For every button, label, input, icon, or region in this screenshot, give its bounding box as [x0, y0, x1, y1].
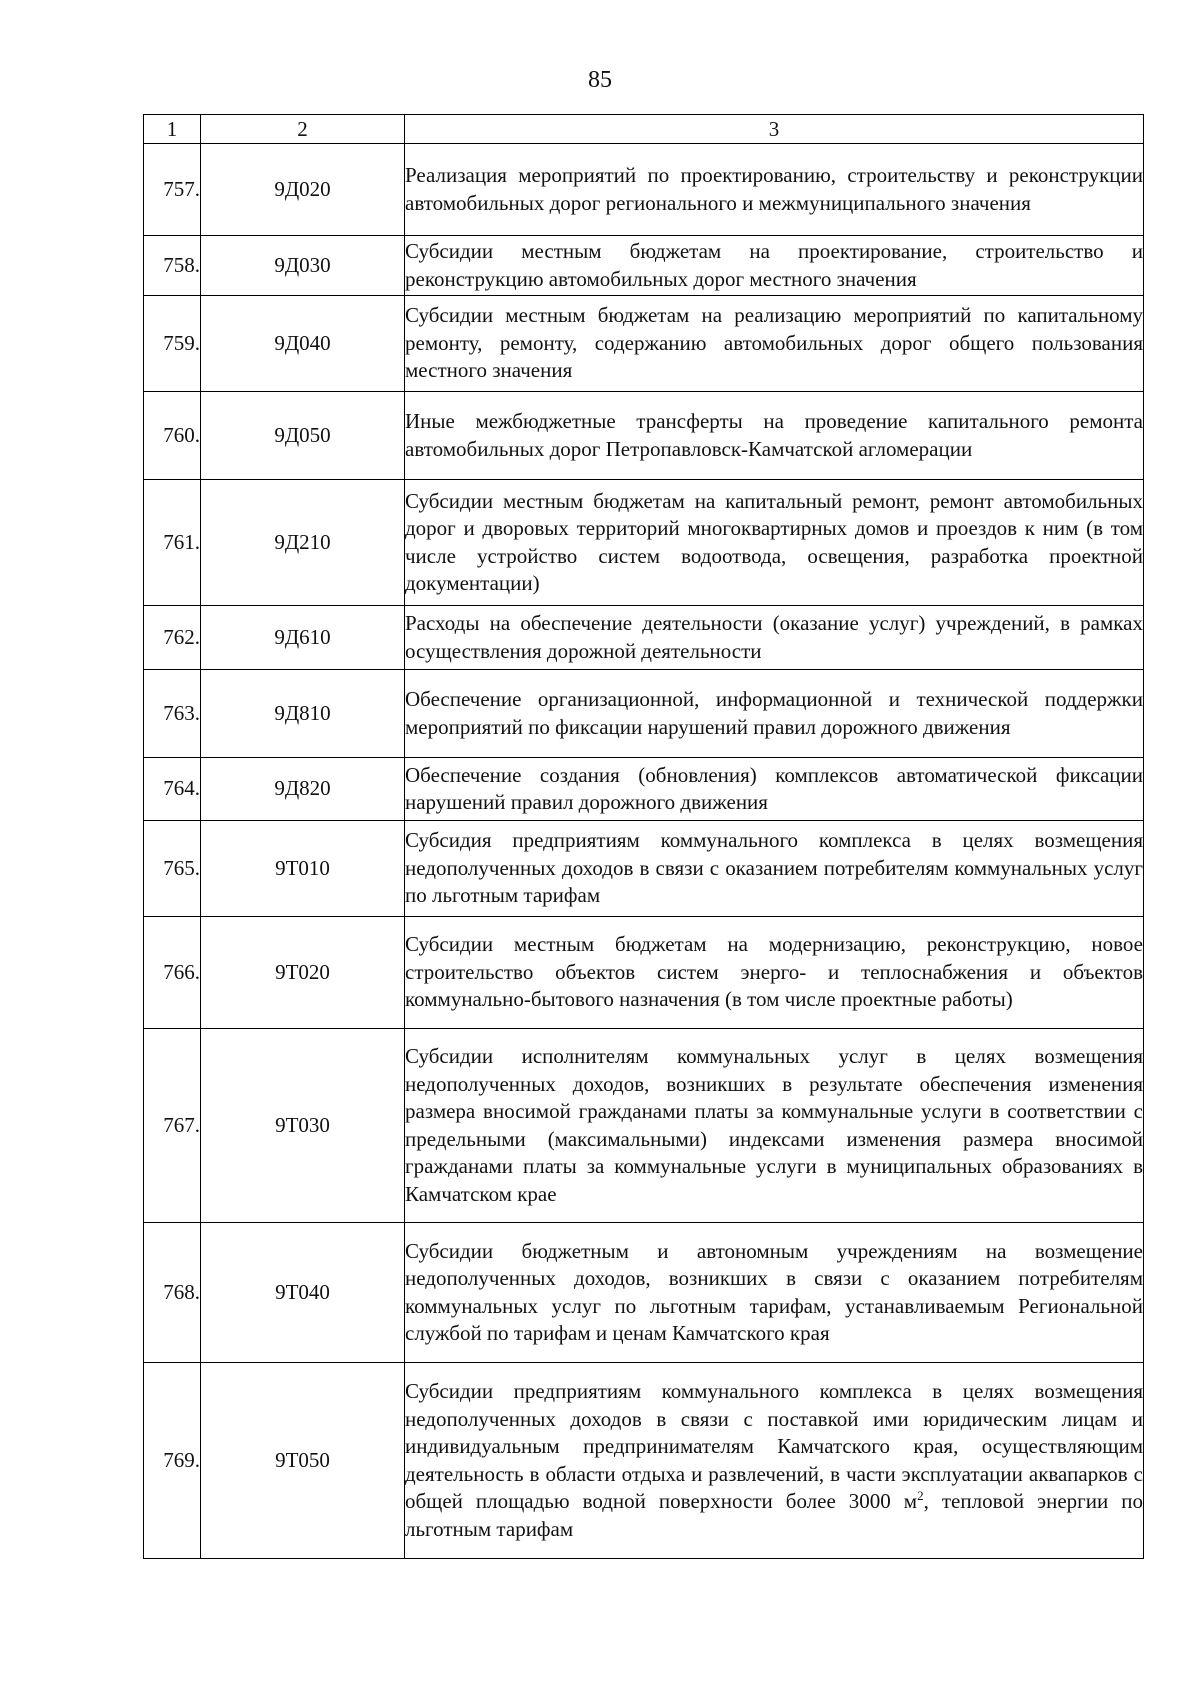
row-code: 9Д040	[201, 296, 405, 392]
row-description: Обеспечение организационной, информационной и технической поддержки мероприятий по фиксации нарушений правил дорожного движения	[405, 670, 1144, 758]
budget-classification-table	[143, 114, 1144, 1559]
row-number: 767.	[144, 1029, 201, 1223]
row-description: Реализация мероприятий по проектированию, строительству и реконструкции автомобильных дорог регионального и межмуниципального значения	[405, 144, 1144, 236]
table-row	[144, 392, 1144, 480]
table-row	[144, 1029, 1144, 1223]
table-row	[144, 917, 1144, 1029]
row-number: 761.	[144, 480, 201, 606]
column-header-3: 3	[405, 115, 1144, 144]
row-number: 769.	[144, 1363, 201, 1559]
table-row	[144, 236, 1144, 296]
table-row	[144, 758, 1144, 821]
table-row	[144, 144, 1144, 236]
row-description: Субсидия предприятиям коммунального комплекса в целях возмещения недополученных доходов в связи с оказанием потребителям коммунальных услуг по льготным тарифам	[405, 821, 1144, 917]
row-number: 764.	[144, 758, 201, 821]
row-number: 762.	[144, 606, 201, 670]
row-code: 9Д820	[201, 758, 405, 821]
row-description: Субсидии исполнителям коммунальных услуг в целях возмещения недополученных доходов, возникших в результате обеспечения изменения размера вносимой гражданами платы за коммунальные услуги в соответствии с предельными (максимальными) индексами изменения размера вносимой гражданами платы за коммунальные услуги в муниципальных образованиях в Камчатском крае	[405, 1029, 1144, 1223]
table-row	[144, 296, 1144, 392]
table-header-row	[144, 115, 1144, 144]
row-description: Иные межбюджетные трансферты на проведение капитального ремонта автомобильных дорог Петропавловск-Камчатской агломерации	[405, 392, 1144, 480]
row-code: 9Д050	[201, 392, 405, 480]
row-number: 765.	[144, 821, 201, 917]
row-description: Субсидии местным бюджетам на капитальный ремонт, ремонт автомобильных дорог и дворовых территорий многоквартирных домов и проездов к ним (в том числе устройство систем водоотвода, освещения, разработка проектной документации)	[405, 480, 1144, 606]
row-number: 757.	[144, 144, 201, 236]
row-code: 9Т030	[201, 1029, 405, 1223]
row-number: 759.	[144, 296, 201, 392]
row-number: 763.	[144, 670, 201, 758]
row-description: Субсидии местным бюджетам на реализацию мероприятий по капитальному ремонту, ремонту, содержанию автомобильных дорог общего пользования местного значения	[405, 296, 1144, 392]
row-description-text: Субсидии предприятиям коммунального комплекса в целях возмещения недополученных доходов в связи с поставкой ими юридическим лицам и индивидуальным предпринимателям Камчатского края, осуществляющим деятельность в области отдыха и развлечений, в части эксплуатации аквапарков с общей площадью водной поверхности более 3000 м	[405, 1379, 1143, 1513]
row-code: 9Т010	[201, 821, 405, 917]
page-number: 85	[588, 67, 612, 93]
table-row	[144, 480, 1144, 606]
column-header-1: 1	[144, 115, 201, 144]
row-number: 758.	[144, 236, 201, 296]
row-description: Субсидии местным бюджетам на проектирование, строительство и реконструкцию автомобильных дорог местного значения	[405, 236, 1144, 296]
row-code: 9Д610	[201, 606, 405, 670]
superscript-exponent: 2	[917, 1488, 924, 1503]
row-description-tail: , тепловой энергии по льготным тарифам	[405, 1489, 1143, 1541]
row-code: 9Д210	[201, 480, 405, 606]
row-number: 760.	[144, 392, 201, 480]
row-description: Субсидии местным бюджетам на модернизацию, реконструкцию, новое строительство объектов систем энерго- и теплоснабжения и объектов коммунально-бытового назначения (в том числе проектные работы)	[405, 917, 1144, 1029]
table-row	[144, 1363, 1144, 1559]
row-description: Обеспечение создания (обновления) комплексов автоматической фиксации нарушений правил дорожного движения	[405, 758, 1144, 821]
row-code: 9Т040	[201, 1223, 405, 1363]
row-code: 9Т020	[201, 917, 405, 1029]
table-row	[144, 1223, 1144, 1363]
row-code: 9Д030	[201, 236, 405, 296]
row-code: 9Д810	[201, 670, 405, 758]
column-header-2: 2	[201, 115, 405, 144]
row-code: 9Т050	[201, 1363, 405, 1559]
row-description: Расходы на обеспечение деятельности (оказание услуг) учреждений, в рамках осуществления дорожной деятельности	[405, 606, 1144, 670]
table-row	[144, 821, 1144, 917]
table-row	[144, 606, 1144, 670]
row-number: 768.	[144, 1223, 201, 1363]
table-row	[144, 670, 1144, 758]
row-description: Субсидии бюджетным и автономным учреждениям на возмещение недополученных доходов, возникших в связи с оказанием потребителям коммунальных услуг по льготным тарифам, устанавливаемым Региональной службой по тарифам и ценам Камчатского края	[405, 1223, 1144, 1363]
row-number: 766.	[144, 917, 201, 1029]
row-code: 9Д020	[201, 144, 405, 236]
row-description	[405, 1363, 1144, 1559]
